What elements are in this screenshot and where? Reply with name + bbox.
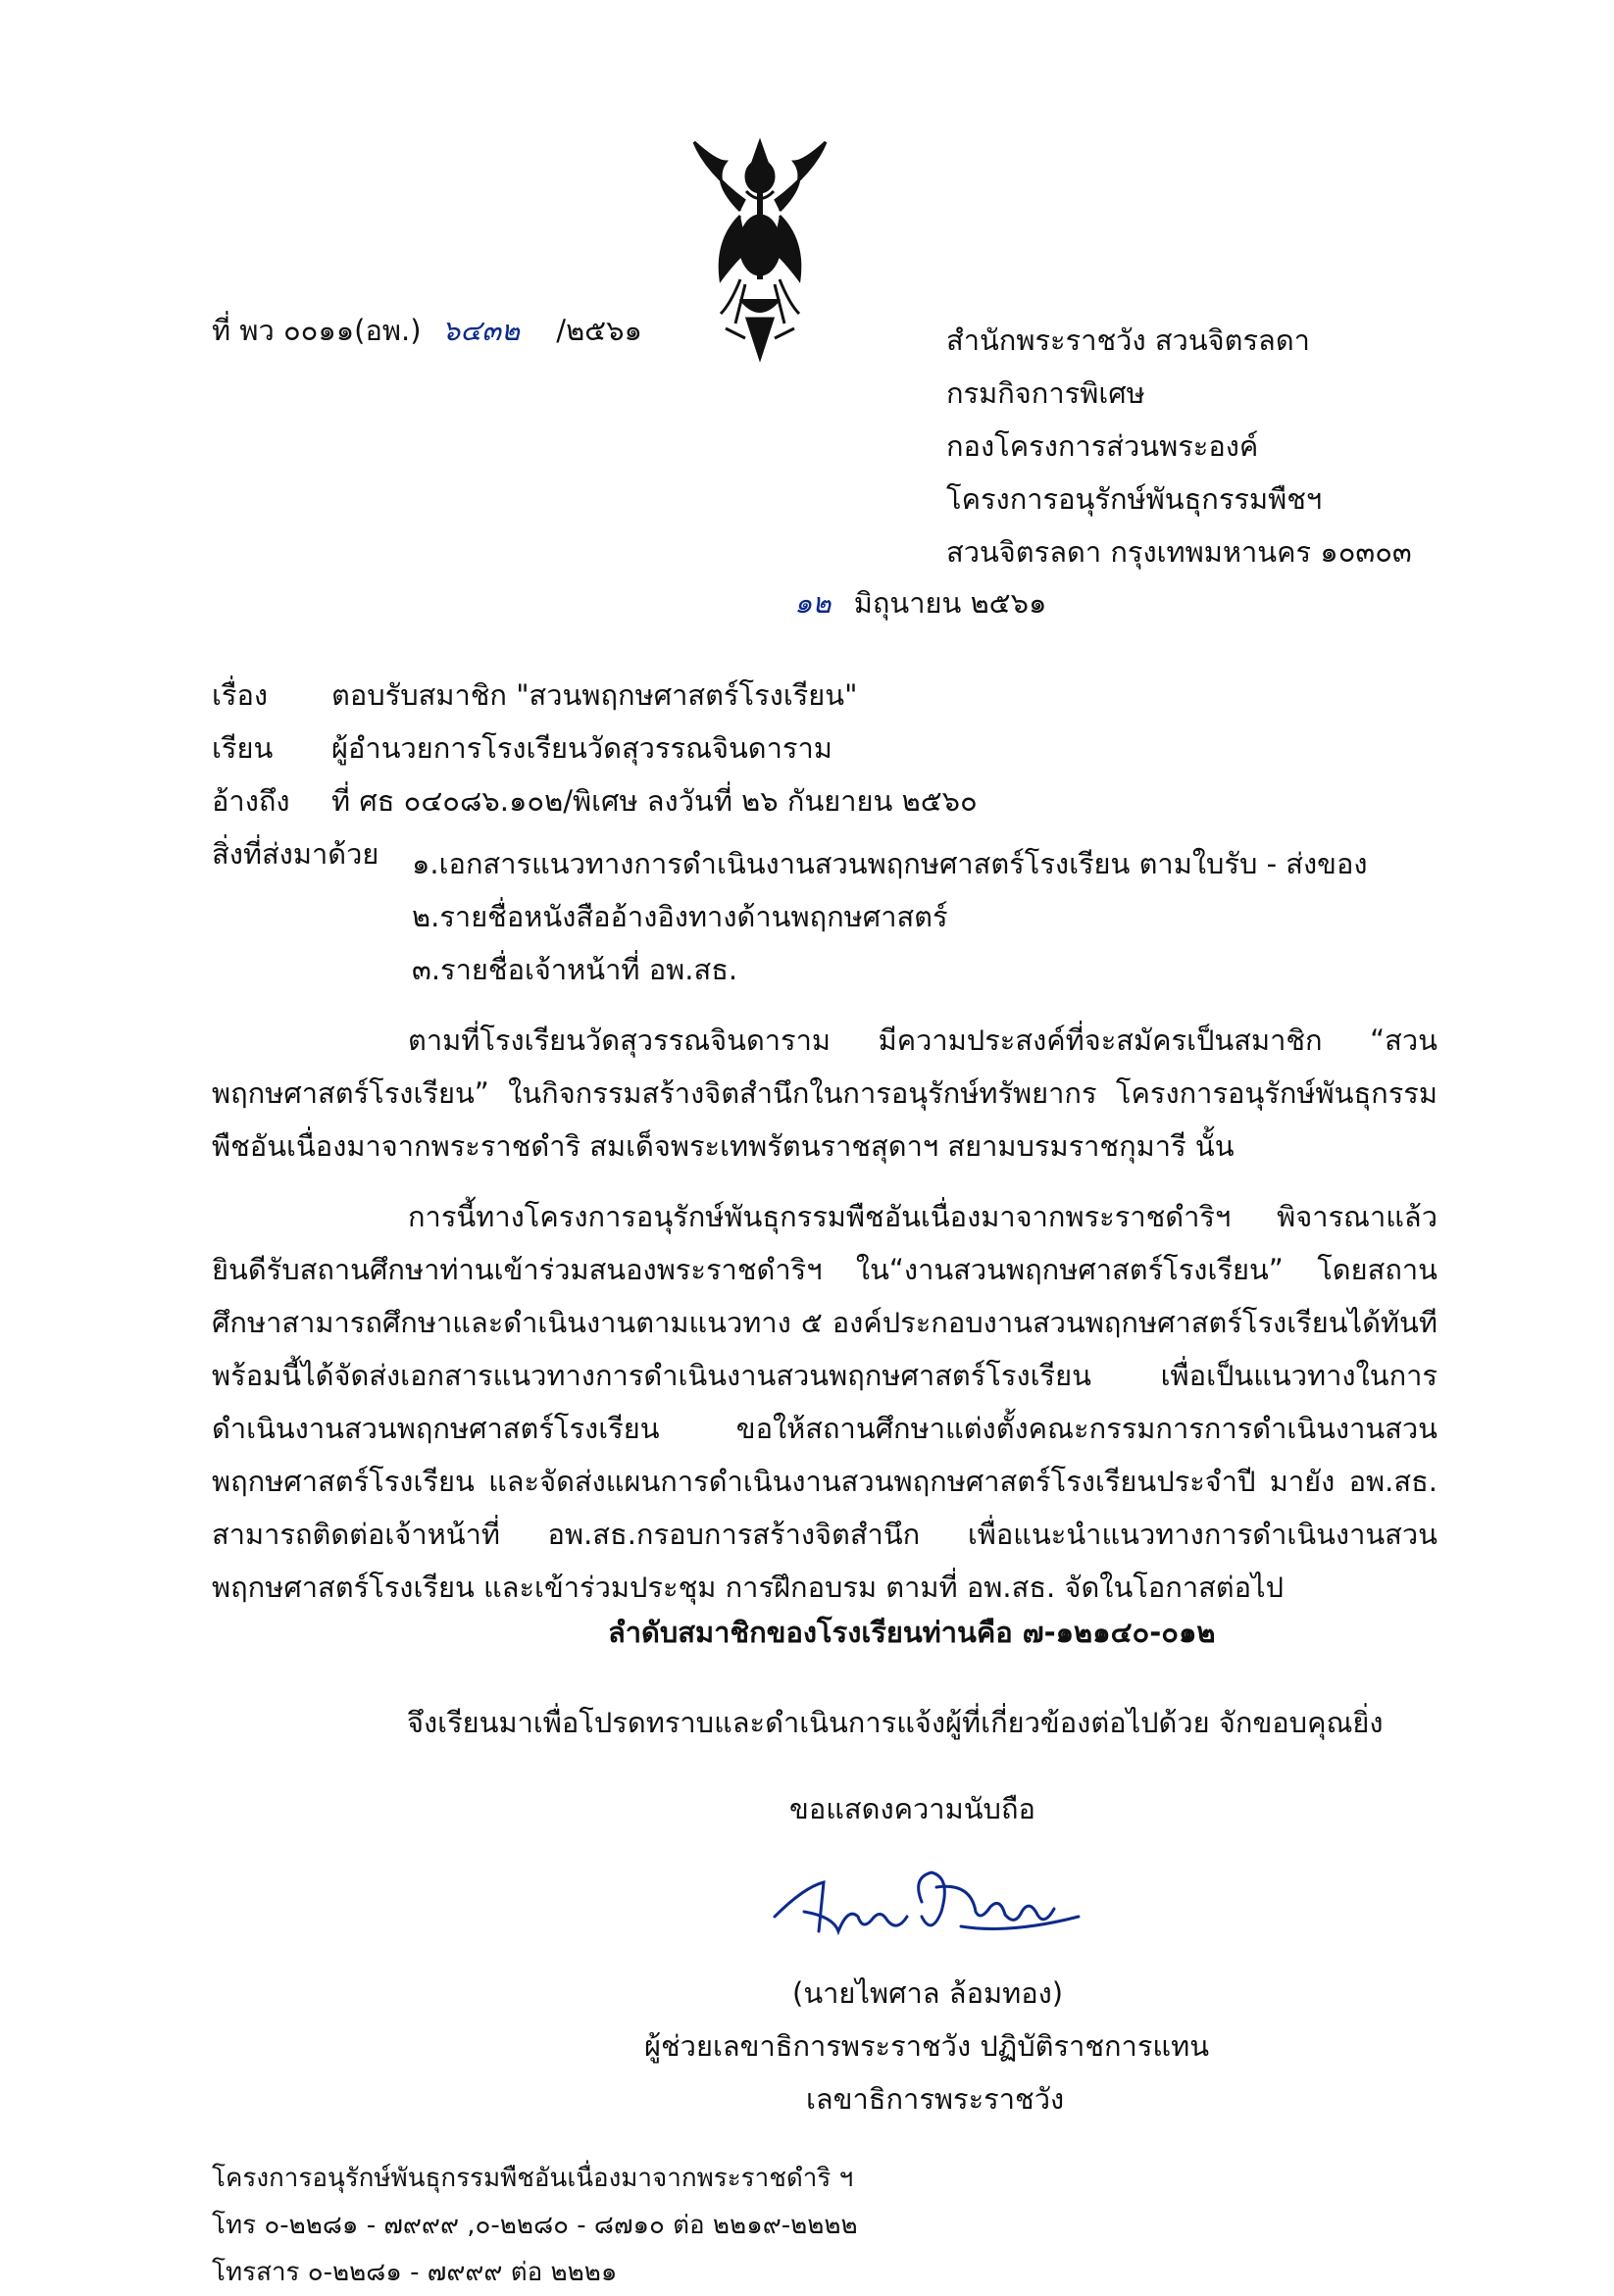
reference-value: ที่ ศธ ๐๔๐๘๖.๑๐๒/พิเศษ ลงวันที่ ๒๖ กันยายน ๒๕๖๐ xyxy=(331,784,978,818)
document-reference xyxy=(212,314,642,348)
handwritten-signature-icon xyxy=(765,1858,1098,1966)
salutation: ขอแสดงความนับถือ xyxy=(789,1792,1035,1825)
reference-label: อ้างถึง xyxy=(212,784,290,818)
enclosure-item: ๓.รายชื่อเจ้าหน้าที่ อพ.สธ. xyxy=(412,953,738,986)
garuda-emblem-icon xyxy=(686,132,833,363)
signatory-position-secondary: เลขาธิการพระราชวัง xyxy=(806,2082,1065,2116)
address-line: สำนักพระราชวัง สวนจิตรลดา xyxy=(946,324,1310,357)
reference-number-handwritten: ๖๔๓๒ xyxy=(441,314,521,347)
subject-label: เรื่อง xyxy=(212,678,269,712)
footer-phone: โทร ๐-๒๒๘๑ - ๗๙๙๙ ,๐-๒๒๘๐ - ๘๗๑๐ ต่อ ๒๒๑๙-๒๒๒๒ xyxy=(212,2211,858,2240)
enclosure-label: สิ่งที่ส่งมาด้วย xyxy=(212,837,379,871)
subject-value: ตอบรับสมาชิก "สวนพฤกษศาสตร์โรงเรียน" xyxy=(331,678,858,712)
enclosure-item: ๒.รายชื่อหนังสืออ้างอิงทางด้านพฤกษศาสตร์ xyxy=(412,900,948,933)
body-paragraph xyxy=(212,1190,1437,1614)
footer-organization: โครงการอนุรักษ์พันธุกรรมพืชอันเนื่องมาจากพระราชดำริ ฯ xyxy=(212,2164,854,2193)
recipient-value: ผู้อำนวยการโรงเรียนวัดสุวรรณจินดาราม xyxy=(331,731,832,765)
paragraph-text: ตามที่โรงเรียนวัดสุวรรณจินดาราม มีความประสงค์ที่จะสมัครเป็นสมาชิก “สวนพฤกษศาสตร์โรงเรียน” ในกิจกรรมสร้างจิตสำนึกในการอนุรักษ์ทรัพยากร โครงการอนุรักษ์พันธุกรรมพืชอันเนื่องมาจากพระราชดำริ สมเด็จพระเทพรัตนราชสุดาฯ สยามบรมราชกุมารี นั้น xyxy=(212,1023,1437,1163)
paragraph-text: การนี้ทางโครงการอนุรักษ์พันธุกรรมพืชอันเนื่องมาจากพระราชดำริฯ พิจารณาแล้ว ยินดีรับสถานศึกษาท่านเข้าร่วมสนองพระราชดำริฯ ใน“งานสวนพฤกษศาสตร์โรงเรียน” โดยสถานศึกษาสามารถศึกษาและดำเนินงานตามแนวทาง ๕ องค์ประกอบงานสวนพฤกษศาสตร์โรงเรียนได้ทันที พร้อมนี้ได้จัดส่งเอกสารแนวทางการดำเนินงานสวนพฤกษศาสตร์โรงเรียน เพื่อเป็นแนวทางในการดำเนินงานสวนพฤกษศาสตร์โรงเรียน ขอให้สถานศึกษาแต่งตั้งคณะกรรมการการดำเนินงานสวนพฤกษศาสตร์โรงเรียน และจัดส่งแผนการดำเนินงานสวนพฤกษศาสตร์โรงเรียนประจำปี มายัง อพ.สธ. สามารถติดต่อเจ้าหน้าที่ อพ.สธ.กรอบการสร้างจิตสำนึก เพื่อแนะนำแนวทางการดำเนินงานสวนพฤกษศาสตร์โรงเรียน และเข้าร่วมประชุม การฝึกอบรม ตามที่ อพ.สธ. จัดในโอกาสต่อไป xyxy=(212,1200,1437,1604)
footer-contact xyxy=(212,2155,858,2296)
signatory-name: (นายไพศาล ล้อมทอง) xyxy=(792,1976,1064,2010)
reference-year: /๒๕๖๑ xyxy=(556,314,642,347)
recipient-label: เรียน xyxy=(212,731,274,765)
member-number: ลำดับสมาชิกของโรงเรียนท่านคือ ๗-๑๒๑๔๐-๐๑๒ xyxy=(608,1616,1216,1649)
reference-prefix: ที่ พว ๐๐๑๑(อพ.) xyxy=(212,314,422,347)
body-paragraph xyxy=(212,1014,1437,1173)
enclosure-list xyxy=(412,837,1368,996)
date-month-year: มิถุนายน ๒๕๖๑ xyxy=(853,586,1047,620)
address-line: โครงการอนุรักษ์พันธุกรรมพืชฯ xyxy=(946,482,1323,516)
enclosure-item: ๑.เอกสารแนวทางการดำเนินงานสวนพฤกษศาสตร์โรงเรียน ตามใบรับ - ส่งของ xyxy=(412,847,1368,880)
address-line: กองโครงการส่วนพระองค์ xyxy=(946,429,1259,463)
address-line: กรมกิจการพิเศษ xyxy=(946,376,1145,410)
sender-address xyxy=(946,314,1412,578)
address-line: สวนจิตรลดา กรุงเทพมหานคร ๑๐๓๐๓ xyxy=(946,535,1412,569)
date-day-handwritten: ๑๒ xyxy=(794,586,832,620)
footer-fax: โทรสาร ๐-๒๒๘๑ - ๗๙๙๙ ต่อ ๒๒๒๑ xyxy=(212,2258,618,2287)
document-date xyxy=(794,586,1046,621)
closing-line: จึงเรียนมาเพื่อโปรดทราบและดำเนินการแจ้งผู้ที่เกี่ยวข้องต่อไปด้วย จักขอบคุณยิ่ง xyxy=(407,1706,1384,1739)
signatory-position: ผู้ช่วยเลขาธิการพระราชวัง ปฏิบัติราชการแทน xyxy=(644,2029,1210,2063)
